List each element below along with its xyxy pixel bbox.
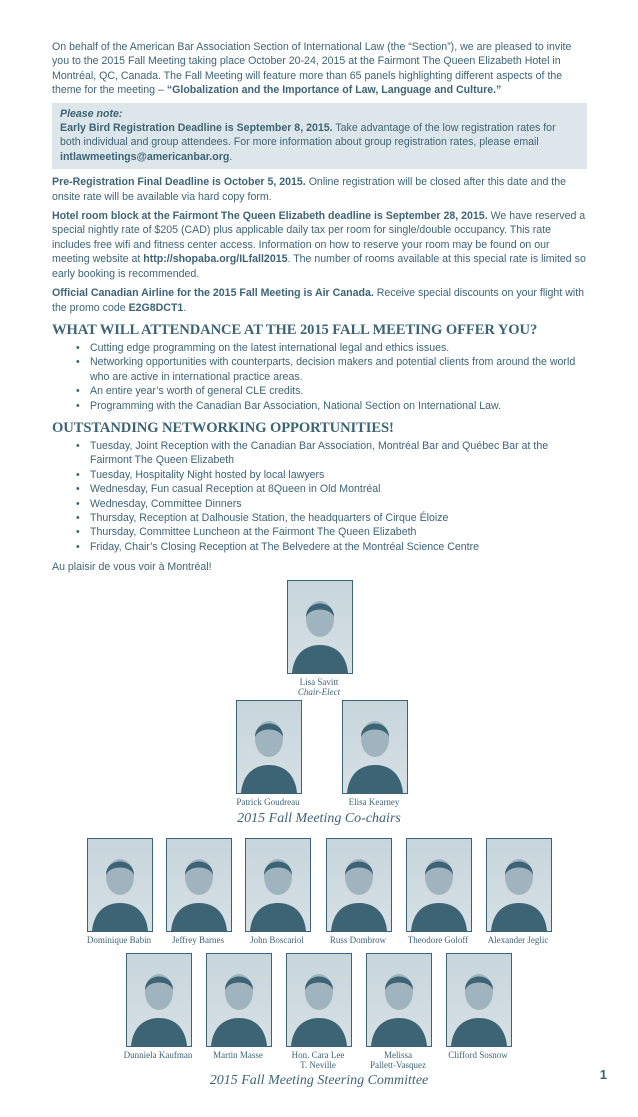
airline-paragraph: Official Canadian Airline for the 2015 Fall Meeting is Air Canada. Receive special discounts on your flight with the promo code E2G8DCT1. — [52, 287, 585, 314]
meeting-theme: “Globalization and the Importance of Law, Language and Culture.” — [166, 84, 502, 97]
portrait-silhouette — [287, 954, 351, 1046]
person-name: Jeffrey Barnes — [171, 935, 225, 945]
note-title: Please note: — [60, 107, 123, 120]
offer-heading: WHAT WILL ATTENDANCE AT THE 2015 FALL MEETING OFFER YOU? — [52, 321, 538, 338]
intro-paragraph: On behalf of the American Bar Association Section of International Law (the “Section”), we are pleased to invite you to the 2015 Fall Meeting taking place October 20-24, 2015 at the Fairmont The Queen Elizabeth Hotel in Montréal, QC, Canada. The Fall Meeting will feature more than 65 panels highlighting different aspects of the theme for the meeting – “Globalization and the Importance of Law, Language and Culture.” — [52, 41, 572, 97]
page-content — [52, 40, 587, 575]
silhouette-shoulders — [250, 903, 306, 931]
contact-email[interactable]: intlawmeetings@americanbar.org — [60, 150, 230, 163]
page-number: 1 — [599, 1067, 607, 1082]
portrait-silhouette — [246, 839, 310, 931]
list-item: • Tuesday, Hospitality Night hosted by local lawyers — [90, 468, 587, 482]
silhouette-shoulders — [131, 1018, 187, 1046]
silhouette-shoulders — [171, 903, 227, 931]
closing-line: Au plaisir de vous voir à Montréal! — [52, 561, 212, 574]
person-name: Russ Dombrow — [329, 935, 387, 945]
silhouette-shoulders — [92, 903, 148, 931]
list-item: • Wednesday, Committee Dinners — [90, 497, 587, 511]
portrait-silhouette — [487, 839, 551, 931]
list-item: • Wednesday, Fun casual Reception at 8Queen in Old Montréal — [90, 482, 587, 496]
portrait-silhouette — [88, 839, 152, 931]
portrait-silhouette — [407, 839, 471, 931]
meeting-website-link[interactable]: http://shopaba.org/ILfall2015 — [143, 253, 288, 266]
portrait-silhouette — [343, 701, 407, 793]
portrait-photo — [366, 953, 432, 1047]
portrait-photo — [286, 953, 352, 1047]
person-name: Hon. Cara Lee T. Neville — [291, 1050, 345, 1070]
person-name: Theodore Goloff — [407, 935, 469, 945]
portrait-photo — [486, 838, 552, 932]
portrait-photo — [326, 838, 392, 932]
list-item: • Networking opportunities with counterparts, decision makers and potential clients from around the world who are active in international practice areas. — [90, 355, 587, 384]
portrait-photo — [446, 953, 512, 1047]
portrait-silhouette — [207, 954, 271, 1046]
list-item: • Tuesday, Joint Reception with the Canadian Bar Association, Montréal Bar and Québec Bar at the Fairmont The Queen Elizabeth — [90, 439, 587, 468]
promo-code: E2G8DCT1 — [128, 301, 184, 314]
portrait-photo — [126, 953, 192, 1047]
portrait-silhouette — [237, 701, 301, 793]
portrait-photo — [236, 700, 302, 794]
cochairs-caption: 2015 Fall Meeting Co-chairs — [237, 811, 401, 826]
person-name: Clifford Sosnow — [448, 1050, 508, 1060]
portrait-silhouette — [127, 954, 191, 1046]
offer-list — [52, 341, 587, 413]
silhouette-shoulders — [241, 765, 297, 793]
portrait-photo — [406, 838, 472, 932]
list-item: • Thursday, Reception at Dalhousie Station, the headquarters of Cirque Éloize — [90, 511, 587, 525]
portrait-silhouette — [367, 954, 431, 1046]
person-name: Patrick Goudreau — [236, 797, 300, 807]
portrait-photo — [87, 838, 153, 932]
portrait-photo — [342, 700, 408, 794]
portrait-silhouette — [327, 839, 391, 931]
silhouette-shoulders — [211, 1018, 267, 1046]
silhouette-shoulders — [331, 903, 387, 931]
networking-heading: OUTSTANDING NETWORKING OPPORTUNITIES! — [52, 419, 394, 436]
person-name: Dominique Babin — [86, 935, 152, 945]
portrait-silhouette — [288, 581, 352, 673]
networking-list — [52, 439, 587, 554]
silhouette-shoulders — [371, 1018, 427, 1046]
note-text: Early Bird Registration Deadline is September 8, 2015. Take advantage of the low registration rates for both individual and group attendees. For more information about group registration rates, please email intlawmeetings@americanbar.org. — [60, 122, 556, 163]
portrait-photo — [287, 580, 353, 674]
portrait-photo — [206, 953, 272, 1047]
person-name: Martin Masse — [213, 1050, 263, 1060]
preregistration-paragraph: Pre-Registration Final Deadline is October 5, 2015. Online registration will be closed after this date and the onsite rate will be available via hard copy form. — [52, 176, 567, 203]
hotel-paragraph: Hotel room block at the Fairmont The Queen Elizabeth deadline is September 28, 2015. We have reserved a special nightly rate of $205 (CAD) plus applicable daily tax per room for single/double occupancy. This rate includes free wifi and fitness center access. Information on how to reserve your room may be found on our meeting website at http://shopaba.org/ILfall2015. The number of rooms available at this special rate is limited so early booking is recommended. — [52, 210, 586, 280]
portrait-silhouette — [167, 839, 231, 931]
silhouette-shoulders — [451, 1018, 507, 1046]
list-item: • Friday, Chair’s Closing Reception at The Belvedere at the Montréal Science Centre — [90, 540, 587, 554]
list-item: • Programming with the Canadian Bar Association, National Section on International Law. — [90, 399, 587, 413]
list-item: • An entire year’s worth of general CLE credits. — [90, 384, 587, 398]
silhouette-shoulders — [292, 645, 348, 673]
person-name: Alexander Jeglic — [487, 935, 549, 945]
silhouette-shoulders — [491, 903, 547, 931]
chair-name: Lisa Savitt Chair-Elect — [297, 677, 341, 697]
silhouette-shoulders — [291, 1018, 347, 1046]
note-box — [52, 103, 587, 170]
committee-caption: 2015 Fall Meeting Steering Committee — [209, 1073, 429, 1088]
silhouette-shoulders — [347, 765, 403, 793]
portrait-silhouette — [447, 954, 511, 1046]
person-name: Melissa Pallett-Vasquez — [370, 1050, 426, 1070]
portrait-photo — [245, 838, 311, 932]
person-name: John Boscariol — [250, 935, 304, 945]
person-name: Elisa Kearney — [348, 797, 400, 807]
silhouette-shoulders — [411, 903, 467, 931]
portrait-photo — [166, 838, 232, 932]
list-item: • Thursday, Committee Luncheon at the Fairmont The Queen Elizabeth — [90, 525, 587, 539]
list-item: • Cutting edge programming on the latest international legal and ethics issues. — [90, 341, 587, 355]
person-name: Dunniela Kaufman — [123, 1050, 193, 1060]
